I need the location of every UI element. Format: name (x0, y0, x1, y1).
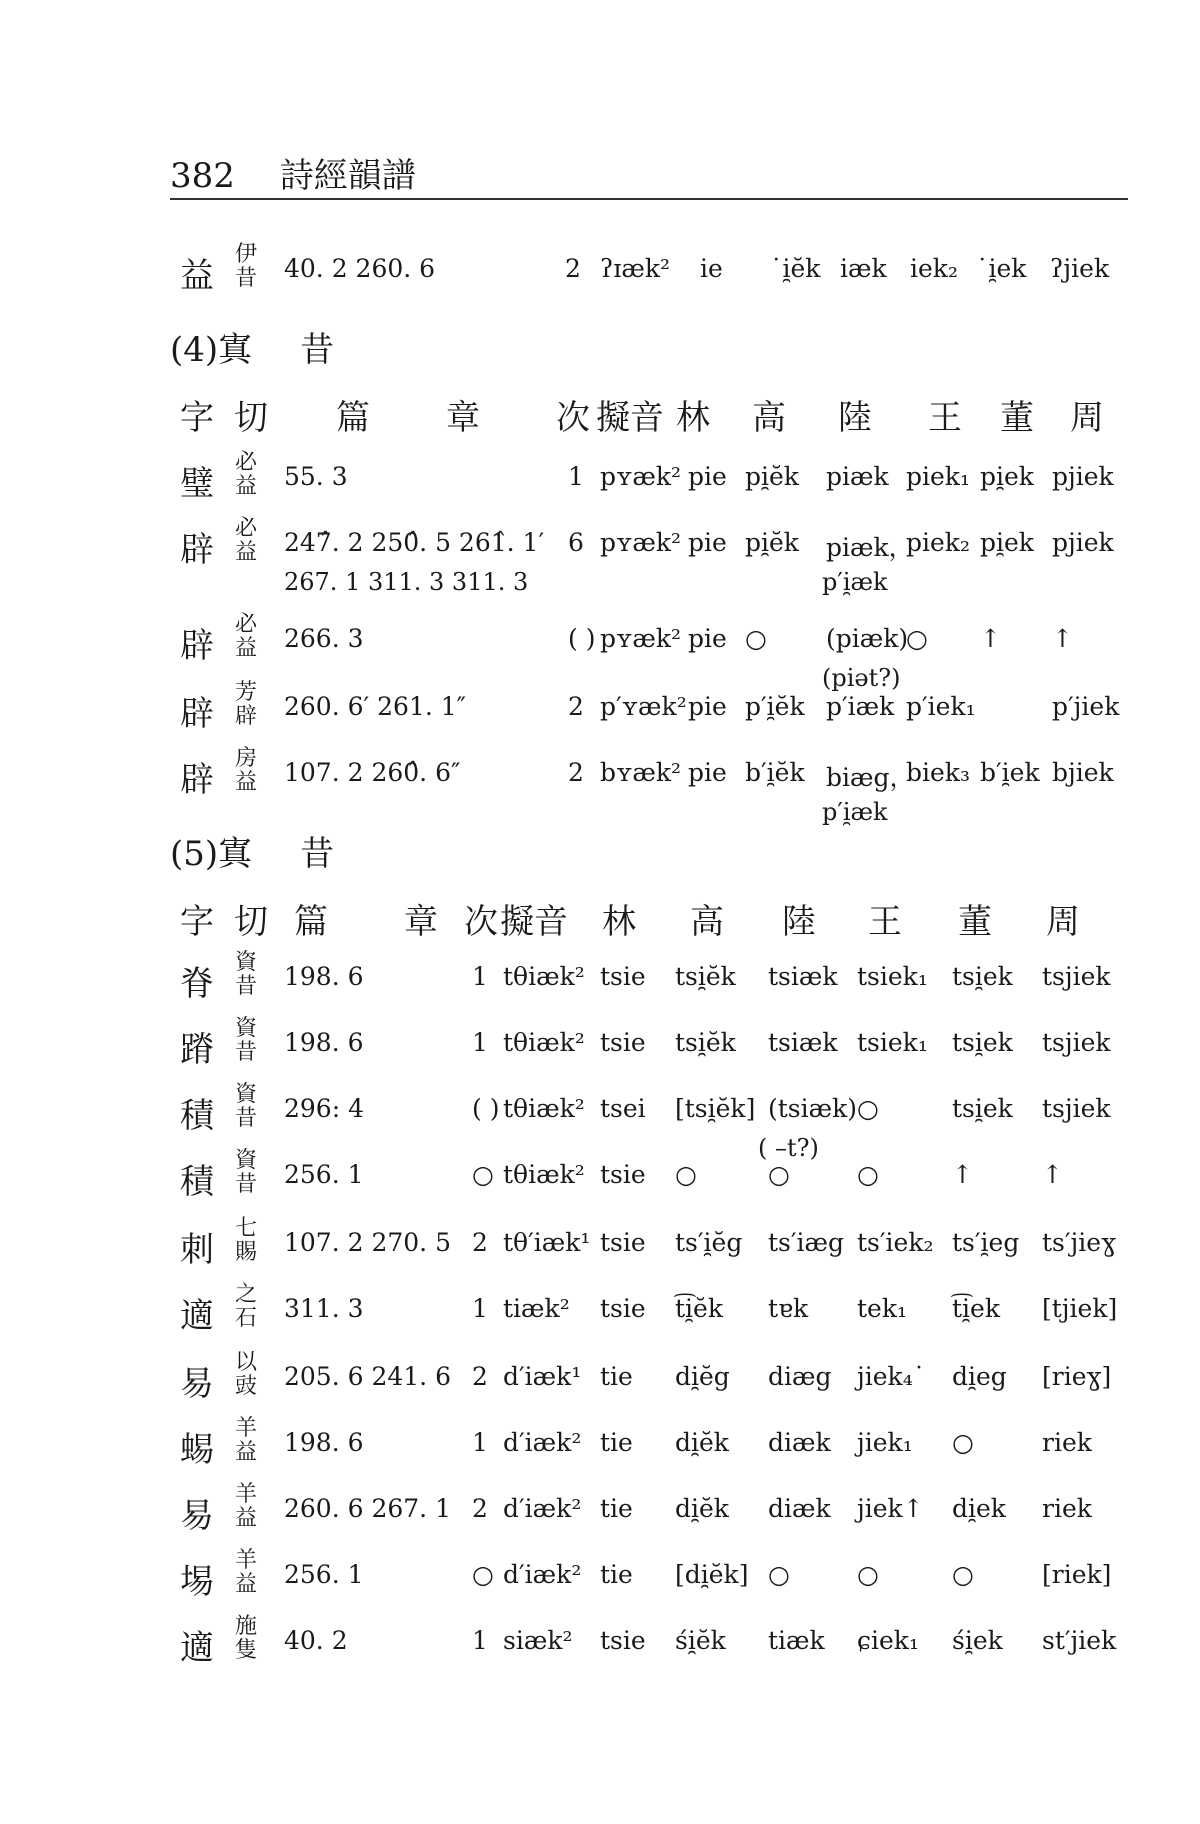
recon: ʔɪæk² (600, 254, 671, 283)
col-header-char: 字 (180, 902, 214, 942)
gao: tsi̯ĕk (675, 962, 736, 991)
zhou: p′jiek (1052, 692, 1120, 721)
refs: 198. 6 (284, 962, 364, 991)
wang: ○ (857, 1094, 879, 1123)
gao: ○ (675, 1160, 697, 1189)
lu: tsiæk (768, 1028, 838, 1057)
recon: p′ʏæk² (600, 692, 687, 721)
wang: piek₂ (906, 528, 970, 557)
table-row (0, 1416, 1200, 1476)
recon: d′iæk² (503, 1428, 582, 1457)
fanqie-bottom: 益 (235, 1440, 258, 1465)
entry-char: 蹐 (180, 1030, 214, 1070)
recon: tiæk² (503, 1294, 570, 1323)
table-row (0, 1482, 1200, 1542)
recon: tθiæk² (503, 962, 585, 991)
zhou: pjiek (1052, 528, 1114, 557)
fanqie-bottom: 石 (235, 1306, 258, 1331)
wang: biek₃ (906, 758, 970, 787)
recon: siæk² (503, 1626, 573, 1655)
gao: tsi̯ĕk (675, 1028, 736, 1057)
wang: piek₁ (906, 462, 970, 491)
col-header-zhou: 周 (1046, 902, 1080, 942)
dong: tsi̯ek (952, 1094, 1013, 1123)
entry-char: 脊 (180, 964, 214, 1004)
dong: di̯eg (952, 1362, 1007, 1391)
fanqie-top: 資 (235, 1148, 258, 1173)
fanqie-top: 資 (235, 1082, 258, 1107)
lu-continued: ( –t?) (758, 1134, 819, 1162)
fanqie-top: 芳 (235, 680, 258, 705)
dong: śi̯ek (952, 1626, 1003, 1655)
lin: tsie (600, 1626, 646, 1655)
recon: tθiæk² (503, 1160, 585, 1189)
dong: tsi̯ek (952, 962, 1013, 991)
lin: pie (688, 758, 727, 787)
lu: (piæk) (826, 624, 909, 653)
zhou: tsjiek (1042, 1028, 1111, 1057)
entry-char: 益 (180, 256, 214, 296)
col-header-lu: 陸 (782, 902, 816, 942)
entry-char: 璧 (180, 464, 214, 504)
table-row (0, 516, 1200, 596)
fanqie-bottom: 益 (235, 770, 258, 795)
count: 1 (472, 1028, 488, 1057)
fanqie-top: 資 (235, 1016, 258, 1041)
fanqie-top: 資 (235, 950, 258, 975)
section-4-rhyme: 昔 (300, 330, 335, 370)
refs: 205. 6 241. 6 (284, 1362, 451, 1391)
lin: tsie (600, 1294, 646, 1323)
gao: b′i̯ĕk (745, 758, 805, 787)
section-4-title (170, 322, 334, 371)
col-header-zhou: 周 (1070, 398, 1104, 438)
count: ( ) (568, 624, 596, 653)
fanqie-bottom: 益 (235, 1506, 258, 1531)
col-header-zhang: 章 (446, 398, 480, 438)
col-header-char: 字 (180, 398, 214, 438)
zhou: [riek] (1042, 1560, 1112, 1589)
col-header-dong: 董 (958, 902, 992, 942)
col-header-fanqie: 切 (234, 398, 268, 438)
lu: diæg (768, 1362, 832, 1391)
dong: ts′i̯eg (952, 1228, 1020, 1257)
recon: d′iæk² (503, 1494, 582, 1523)
zhou: riek (1042, 1494, 1092, 1523)
lin: tsie (600, 1160, 646, 1189)
dong: b′i̯ek (980, 758, 1040, 787)
fanqie-bottom: 益 (235, 540, 258, 565)
zhou: tsjiek (1042, 962, 1111, 991)
recon: tθ′iæk¹ (503, 1228, 591, 1257)
refs-continued: 267. 1 311. 3 311. 3 (284, 568, 529, 596)
zhou: ʔjiek (1050, 254, 1110, 283)
page-number: 382 (170, 156, 235, 196)
lu: piæk， (826, 533, 914, 562)
wang: jiek↑ (857, 1494, 924, 1523)
col-header-gao: 高 (690, 902, 724, 942)
wang: ○ (857, 1560, 879, 1589)
fanqie-bottom: 豉 (235, 1374, 258, 1399)
entry-char: 辟 (180, 694, 214, 734)
lin: tsei (600, 1094, 646, 1123)
table-row (0, 1350, 1200, 1410)
fanqie-bottom: 昔 (235, 1106, 258, 1131)
refs: 107. 2 260̂. 6″ (284, 758, 461, 787)
lu: ○ (768, 1560, 790, 1589)
wang: ɕiek₁ (857, 1626, 919, 1655)
refs: 311. 3 (284, 1294, 364, 1323)
lu: tɐk (768, 1294, 809, 1323)
refs: 40. 2 260. 6 (284, 254, 436, 283)
book-title: 詩經韻譜 (279, 156, 416, 196)
zhou: pjiek (1052, 462, 1114, 491)
lin: pie (688, 624, 727, 653)
dong: tsi̯ek (952, 1028, 1013, 1057)
dong: t͡i̯ek (952, 1294, 1000, 1323)
fanqie-top: 以 (235, 1350, 258, 1375)
table-row (0, 1548, 1200, 1608)
zhou: st′jiek (1042, 1626, 1117, 1655)
wang: ○ (857, 1160, 879, 1189)
dong: ↑ (952, 1160, 973, 1189)
gao: pi̯ĕk (745, 528, 799, 557)
lin: tsie (600, 1228, 646, 1257)
fanqie-top: 羊 (235, 1482, 258, 1507)
wang: jiek₄˙ (857, 1362, 926, 1391)
wang: tsiek₁ (857, 1028, 928, 1057)
gao: p′i̯ĕk (745, 692, 805, 721)
count: 6 (568, 528, 584, 557)
gao: [di̯ĕk] (675, 1560, 749, 1589)
entry-char: 辟 (180, 760, 214, 800)
refs: 198. 6 (284, 1028, 364, 1057)
refs: 247̂. 2 250̂. 5 261̂. 1′ (284, 528, 545, 557)
count: 2 (568, 692, 584, 721)
zhou: tsjiek (1042, 1094, 1111, 1123)
fanqie-top: 必 (235, 450, 258, 475)
col-header-pian: 篇 (336, 398, 370, 438)
col-header-zhang: 章 (404, 902, 438, 942)
lu-continued: p′i̯æk (822, 568, 888, 596)
gao: ○ (745, 624, 767, 653)
dong: ○ (952, 1560, 974, 1589)
fanqie-top: 房 (235, 746, 258, 771)
col-header-dong: 董 (1000, 398, 1034, 438)
recon: bʏæk² (600, 758, 682, 787)
lu: ts′iæg (768, 1228, 845, 1257)
fanqie-bottom: 辟 (235, 704, 258, 729)
refs: 40. 2 (284, 1626, 348, 1655)
lin: tie (600, 1362, 633, 1391)
refs: 266. 3 (284, 624, 364, 653)
section-5-label: (5)寘 (170, 834, 253, 874)
top-entry-row (0, 242, 1200, 302)
col-header-lu: 陸 (838, 398, 872, 438)
table-row (0, 1614, 1200, 1674)
table-row (0, 1148, 1200, 1208)
col-header-gao: 高 (752, 398, 786, 438)
gao: di̯ĕk (675, 1428, 729, 1457)
gao: ts′i̯ĕg (675, 1228, 743, 1257)
lin: tie (600, 1494, 633, 1523)
dong: ↑ (980, 624, 1001, 653)
lin: tie (600, 1428, 633, 1457)
entry-char: 刺 (180, 1230, 214, 1270)
col-header-ci: 次 (556, 398, 590, 438)
wang: p′iek₁ (906, 692, 976, 721)
zhou: riek (1042, 1428, 1092, 1457)
fanqie-top: 必 (235, 612, 258, 637)
count: 1 (568, 462, 584, 491)
lin: tsie (600, 962, 646, 991)
lin: pie (688, 692, 727, 721)
table-row (0, 680, 1200, 740)
fanqie-bottom: 益 (235, 1572, 258, 1597)
recon: d′iæk² (503, 1560, 582, 1589)
lin: ie (700, 254, 723, 283)
count: 2 (568, 758, 584, 787)
col-header-niyin: 擬音 (500, 902, 568, 942)
wang: ○ (906, 624, 928, 653)
table-row (0, 450, 1200, 510)
wang: tsiek₁ (857, 962, 928, 991)
section-5-title (170, 826, 334, 875)
refs: 55. 3 (284, 462, 348, 491)
col-header-ci: 次 (464, 902, 498, 942)
fanqie-bottom: 昔 (235, 1040, 258, 1065)
table-row (0, 1216, 1200, 1276)
recon: d′iæk¹ (503, 1362, 582, 1391)
recon: tθiæk² (503, 1094, 585, 1123)
zhou: ts′jieɣ (1042, 1228, 1117, 1257)
entry-char: 蜴 (180, 1430, 214, 1470)
count: 2 (472, 1494, 488, 1523)
dong: ˙i̯ek (976, 254, 1027, 283)
table-row (0, 1016, 1200, 1076)
lu-continued: (piət?) (822, 664, 901, 692)
fanqie-bottom: 昔 (235, 974, 258, 999)
fanqie-bottom: 隻 (235, 1638, 258, 1663)
recon: pʏæk² (600, 624, 682, 653)
gao: di̯ĕg (675, 1362, 730, 1391)
table-row (0, 612, 1200, 692)
fanqie-bottom: 昔 (235, 1172, 258, 1197)
section-4-label: (4)寘 (170, 330, 253, 370)
refs: 256. 1 (284, 1160, 364, 1189)
col-header-wang: 王 (928, 398, 962, 438)
refs: 296: 4 (284, 1094, 364, 1123)
entry-char: 辟 (180, 626, 214, 666)
gao: [tsi̯ĕk] (675, 1094, 756, 1123)
wang: jiek₁ (857, 1428, 913, 1457)
recon: pʏæk² (600, 462, 682, 491)
fanqie-top: 必 (235, 516, 258, 541)
wang: tek₁ (857, 1294, 908, 1323)
lu: tiæk (768, 1626, 825, 1655)
recon: tθiæk² (503, 1028, 585, 1057)
fanqie-bottom: 益 (235, 474, 258, 499)
refs: 256. 1 (284, 1560, 364, 1589)
table-row (0, 746, 1200, 826)
count: 2 (472, 1228, 488, 1257)
col-header-fanqie: 切 (234, 902, 268, 942)
gao: t͡i̯ĕk (675, 1294, 723, 1323)
entry-char: 埸 (180, 1562, 214, 1602)
lu: biæg， (826, 763, 915, 792)
entry-char: 積 (180, 1096, 214, 1136)
fanqie-bottom: 昔 (235, 266, 258, 291)
fanqie-bottom: 賜 (235, 1240, 258, 1265)
dong: di̯ek (952, 1494, 1006, 1523)
fanqie-top: 羊 (235, 1548, 258, 1573)
section-5-rhyme: 昔 (300, 834, 335, 874)
fanqie-top: 施 (235, 1614, 258, 1639)
dong: ○ (952, 1428, 974, 1457)
table-row (0, 1282, 1200, 1342)
fanqie-bottom: 益 (235, 636, 258, 661)
gao: pi̯ĕk (745, 462, 799, 491)
lu: p′iæk (826, 692, 895, 721)
lin: tsie (600, 1028, 646, 1057)
entry-char: 易 (180, 1364, 214, 1404)
entry-char: 易 (180, 1496, 214, 1536)
table-row (0, 1082, 1200, 1162)
lu: tsiæk (768, 962, 838, 991)
entry-char: 適 (180, 1628, 214, 1668)
count: 1 (472, 1294, 488, 1323)
entry-char: 適 (180, 1296, 214, 1336)
fanqie-top: 羊 (235, 1416, 258, 1441)
gao: di̯ĕk (675, 1494, 729, 1523)
lu: piæk (826, 462, 889, 491)
lin: pie (688, 528, 727, 557)
gao: ˙i̯ĕk (770, 254, 821, 283)
zhou: [rieɣ] (1042, 1362, 1112, 1391)
table-row (0, 950, 1200, 1010)
fanqie-top: 七 (235, 1216, 258, 1241)
fanqie-top: 之 (235, 1282, 258, 1307)
count: ○ (472, 1160, 494, 1189)
zhou: [tjiek] (1042, 1294, 1118, 1323)
recon: pʏæk² (600, 528, 682, 557)
wang: iek₂ (910, 254, 958, 283)
refs: 107. 2 270. 5 (284, 1228, 451, 1257)
entry-char: 辟 (180, 530, 214, 570)
page-header (170, 148, 416, 197)
count: 2 (472, 1362, 488, 1391)
dong: pi̯ek (980, 528, 1034, 557)
lu: diæk (768, 1494, 831, 1523)
header-rule (170, 198, 1128, 200)
lin: pie (688, 462, 727, 491)
lu-continued: p′i̯æk (822, 798, 888, 826)
lu: iæk (840, 254, 887, 283)
count: ○ (472, 1560, 494, 1589)
count: 1 (472, 1626, 488, 1655)
col-header-niyin: 擬音 (596, 398, 664, 438)
dong: pi̯ek (980, 462, 1034, 491)
zhou: bjiek (1052, 758, 1114, 787)
zhou: ↑ (1042, 1160, 1063, 1189)
wang: ts′iek₂ (857, 1228, 934, 1257)
refs: 198. 6 (284, 1428, 364, 1457)
count: 2 (565, 254, 581, 283)
gao: śi̯ĕk (675, 1626, 726, 1655)
count: ( ) (472, 1094, 500, 1123)
count: 1 (472, 962, 488, 991)
lu: diæk (768, 1428, 831, 1457)
entry-char: 積 (180, 1162, 214, 1202)
lin: tie (600, 1560, 633, 1589)
refs: 260. 6′ 261. 1″ (284, 692, 466, 721)
count: 1 (472, 1428, 488, 1457)
zhou: ↑ (1052, 624, 1073, 653)
refs: 260. 6 267. 1 (284, 1494, 451, 1523)
col-header-wang: 王 (868, 902, 902, 942)
col-header-lin: 林 (676, 398, 710, 438)
lu: (tsiæk) (768, 1094, 858, 1123)
col-header-pian: 篇 (294, 902, 328, 942)
lu: ○ (768, 1160, 790, 1189)
col-header-lin: 林 (602, 902, 636, 942)
fanqie-top: 伊 (235, 242, 258, 267)
